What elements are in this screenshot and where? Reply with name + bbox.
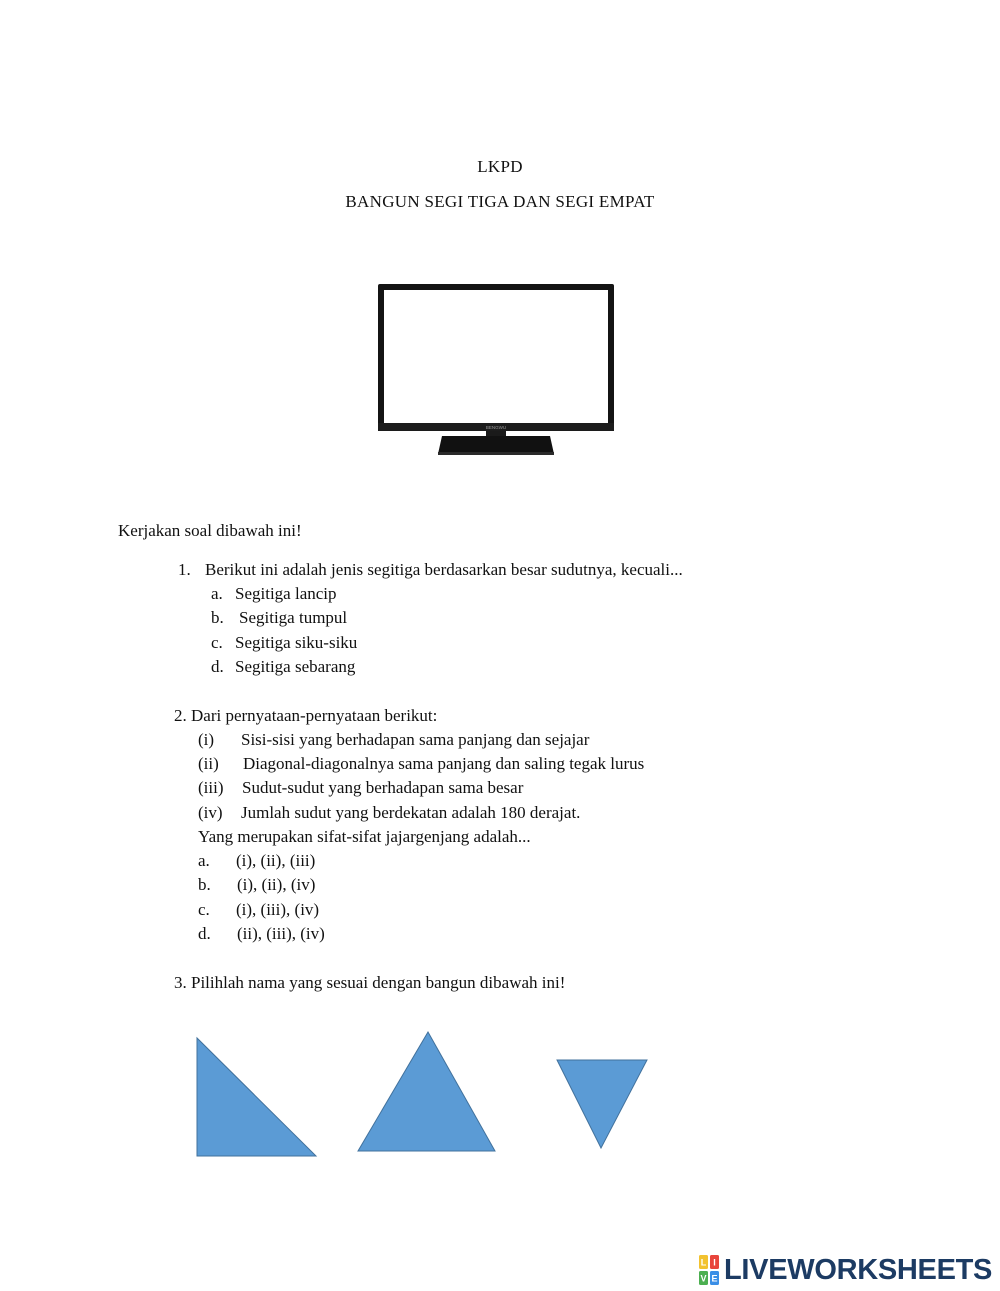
q1-option-a-label: a.: [211, 584, 223, 603]
page-subtitle: BANGUN SEGI TIGA DAN SEGI EMPAT: [345, 192, 655, 211]
question1-number: 1.: [178, 560, 191, 579]
q2-statement-iv-text: Jumlah sudut yang berdekatan adalah 180 derajat.: [241, 803, 581, 822]
q2-option-d-text: (ii), (iii), (iv): [237, 924, 325, 943]
q1-option-c-label: c.: [211, 633, 223, 652]
q2-option-d-label: d.: [198, 924, 211, 943]
q2-statement-iii-text: Sudut-sudut yang berhadapan sama besar: [242, 778, 524, 797]
q1-option-d-text: Segitiga sebarang: [235, 657, 356, 676]
q1-option-a-text: Segitiga lancip: [235, 584, 337, 603]
q1-option-c-text: Segitiga siku-siku: [235, 633, 358, 652]
liveworksheets-logo: [697, 1253, 992, 1287]
tv-stand-neck: [486, 431, 506, 436]
right-triangle-shape: [197, 1038, 316, 1156]
q2-statement-ii-text: Diagonal-diagonalnya sama panjang dan saling tegak lurus: [243, 754, 645, 773]
svg-text:L: L: [700, 1257, 707, 1268]
q2-statement-iv-label: (iv): [198, 803, 223, 822]
question1-text: Berikut ini adalah jenis segitiga berdasarkan besar sudutnya, kecuali...: [205, 560, 683, 579]
q2-option-c-label: c.: [198, 900, 210, 919]
q2-statement-i-label: (i): [198, 730, 215, 749]
logo-wordmark: LIVEWORKSHEETS: [724, 1253, 993, 1286]
logo-blocks-icon: [697, 1254, 721, 1286]
svg-text:V: V: [700, 1273, 707, 1284]
question2-intro: 2. Dari pernyataan-pernyataan berikut:: [174, 706, 438, 725]
tv-brand-text: BENGWU: [485, 425, 507, 430]
q2-option-a-label: a.: [198, 851, 210, 870]
tv-stand-base: [438, 436, 554, 454]
q2-statement-ii-label: (ii): [198, 754, 219, 773]
q2-option-b-text: (i), (ii), (iv): [237, 875, 316, 894]
page-title: LKPD: [477, 157, 523, 176]
inverted-triangle-shape: [557, 1060, 647, 1148]
question3-text: 3. Pilihlah nama yang sesuai dengan bangun dibawah ini!: [174, 973, 566, 992]
svg-text:I: I: [713, 1257, 716, 1268]
q1-option-b-text: Segitiga tumpul: [239, 608, 348, 627]
q1-option-d-label: d.: [211, 657, 224, 676]
shapes-area: [0, 1020, 1000, 1170]
isosceles-triangle-shape: [358, 1032, 495, 1151]
instruction: Kerjakan soal dibawah ini!: [118, 521, 302, 540]
q2-option-b-label: b.: [198, 875, 211, 894]
tv-screen: [384, 290, 608, 423]
q1-option-b-label: b.: [211, 608, 224, 627]
q2-statement-i-text: Sisi-sisi yang berhadapan sama panjang dan sejajar: [241, 730, 590, 749]
q2-statement-iii-label: (iii): [198, 778, 224, 797]
q2-option-a-text: (i), (ii), (iii): [236, 851, 316, 870]
question2-text: Yang merupakan sifat-sifat jajargenjang adalah...: [198, 827, 531, 846]
q2-option-c-text: (i), (iii), (iv): [236, 900, 320, 919]
svg-text:E: E: [711, 1273, 718, 1284]
tv-image: [376, 284, 616, 460]
